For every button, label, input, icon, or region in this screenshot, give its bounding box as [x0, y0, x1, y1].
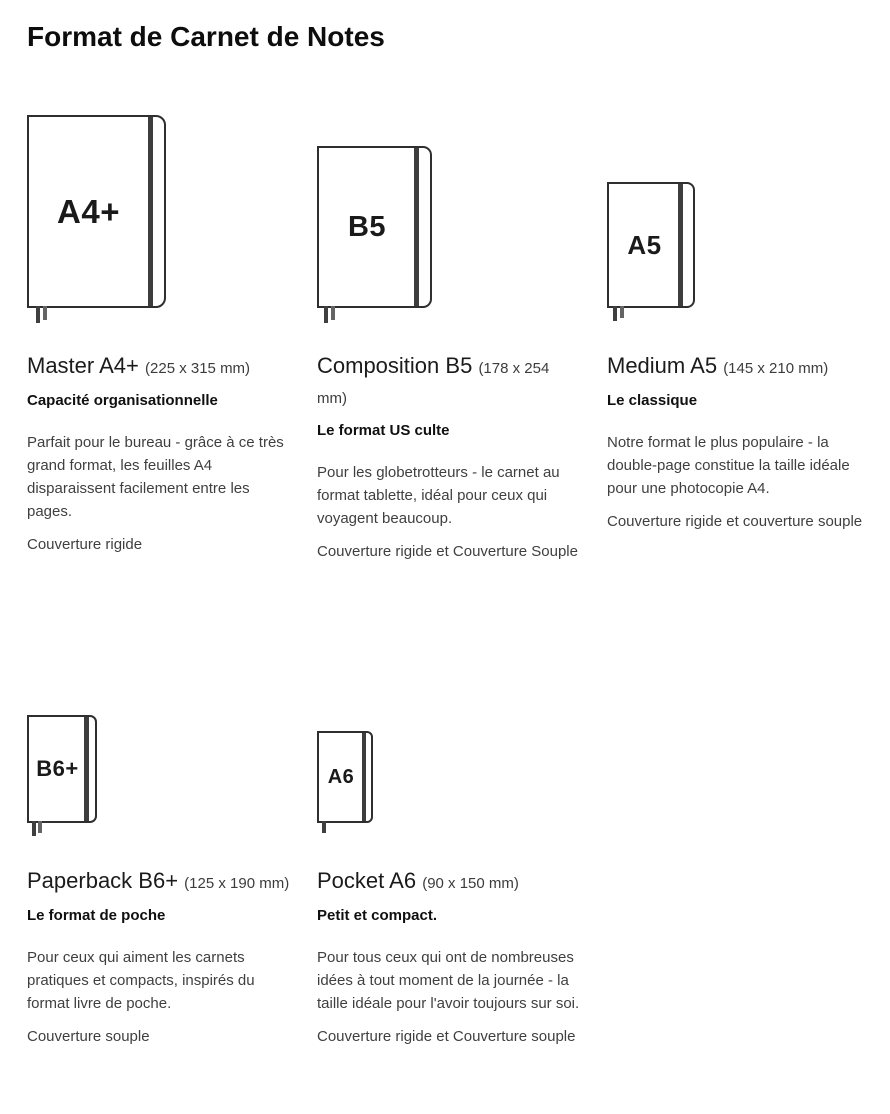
- notebook-cover: [27, 715, 97, 823]
- notebook-description: Pour tous ceux qui ont de nombreuses idées à tout moment de la journée - la taille idéale pour l'avoir toujours sur soi.: [317, 949, 580, 1012]
- elastic-band: [84, 717, 89, 821]
- bookmark-ribbon: [36, 306, 40, 323]
- notebook-cover-options: Couverture rigide et couverture souple: [607, 513, 863, 530]
- notebook-cover: [317, 731, 373, 823]
- notebook-illustration: [317, 715, 581, 823]
- notebook-name: Composition B5: [317, 353, 473, 378]
- notebook-cover-options: Couverture rigide et Couverture Souple: [317, 543, 578, 560]
- elastic-band: [414, 148, 419, 306]
- notebook-card-composition-b5: [317, 115, 581, 563]
- bookmark-ribbon: [322, 821, 326, 833]
- notebook-illustration: [317, 115, 581, 308]
- notebook-cover: [607, 182, 695, 308]
- notebook-cover-options: Couverture souple: [27, 1028, 150, 1045]
- notebook-format-label: A4+: [57, 192, 120, 230]
- notebook-name-heading: [607, 352, 871, 382]
- notebook-dimensions: (125 x 190 mm): [184, 875, 290, 892]
- notebook-name: Paperback B6+: [27, 868, 179, 893]
- notebook-cover: [317, 146, 432, 308]
- notebook-card-pocket-a6: [317, 715, 581, 1048]
- bookmark-ribbon: [620, 306, 624, 318]
- page-title: Format de Carnet de Notes: [27, 21, 385, 52]
- notebook-format-label: B6+: [36, 756, 79, 781]
- notebook-dimensions: (225 x 315 mm): [145, 360, 251, 377]
- formats-grid: [27, 115, 863, 1048]
- notebook-name: Master A4+: [27, 353, 139, 378]
- notebook-dimensions: (145 x 210 mm): [723, 360, 829, 377]
- notebook-illustration: [27, 715, 291, 823]
- notebook-format-label: A6: [327, 765, 355, 788]
- notebook-tagline: Le format US culte: [317, 422, 450, 439]
- bookmark-ribbon: [324, 306, 328, 323]
- notebook-format-label: A5: [627, 229, 662, 260]
- bookmark-ribbon: [43, 306, 47, 320]
- notebook-card-master-a4plus: [27, 115, 291, 556]
- notebook-name: Medium A5: [607, 353, 718, 378]
- notebook-card-paperback-b6plus: [27, 715, 291, 1048]
- notebook-cover: [27, 115, 166, 308]
- notebook-dimensions: (90 x 150 mm): [422, 875, 519, 892]
- bookmark-ribbon: [32, 821, 36, 836]
- notebook-dimensions: (178 x 254 mm): [317, 360, 550, 407]
- notebook-description: Pour les globetrotteurs - le carnet au format tablette, idéal pour ceux qui voyagent beaucoup.: [317, 464, 560, 527]
- notebook-name-heading: [27, 867, 291, 897]
- notebook-description: Parfait pour le bureau - grâce à ce très grand format, les feuilles A4 disparaissent facilement entre les pages.: [27, 434, 284, 520]
- notebook-tagline: Le classique: [607, 392, 698, 409]
- notebook-tagline: Petit et compact.: [317, 907, 438, 924]
- elastic-band: [362, 733, 366, 821]
- notebook-name-heading: [317, 352, 581, 412]
- notebook-tagline: Capacité organisationnelle: [27, 392, 218, 409]
- bookmark-ribbon: [331, 306, 335, 320]
- notebook-illustration: [607, 115, 871, 308]
- bookmark-ribbon: [613, 306, 617, 321]
- notebook-description: Pour ceux qui aiment les carnets pratiques et compacts, inspirés du format livre de poche.: [27, 949, 255, 1012]
- notebook-tagline: Le format de poche: [27, 907, 166, 924]
- notebook-description: Notre format le plus populaire - la double-page constitue la taille idéale pour une photocopie A4.: [607, 434, 850, 497]
- elastic-band: [148, 117, 153, 306]
- notebook-illustration: [27, 115, 291, 308]
- notebook-name: Pocket A6: [317, 868, 417, 893]
- notebook-name-heading: [27, 352, 291, 382]
- elastic-band: [678, 184, 683, 306]
- bookmark-ribbon: [38, 821, 42, 833]
- notebook-cover-options: Couverture rigide et Couverture souple: [317, 1028, 576, 1045]
- notebook-name-heading: [317, 867, 581, 897]
- notebook-format-label: B5: [347, 210, 387, 243]
- notebook-card-medium-a5: [607, 115, 871, 533]
- notebook-cover-options: Couverture rigide: [27, 536, 143, 553]
